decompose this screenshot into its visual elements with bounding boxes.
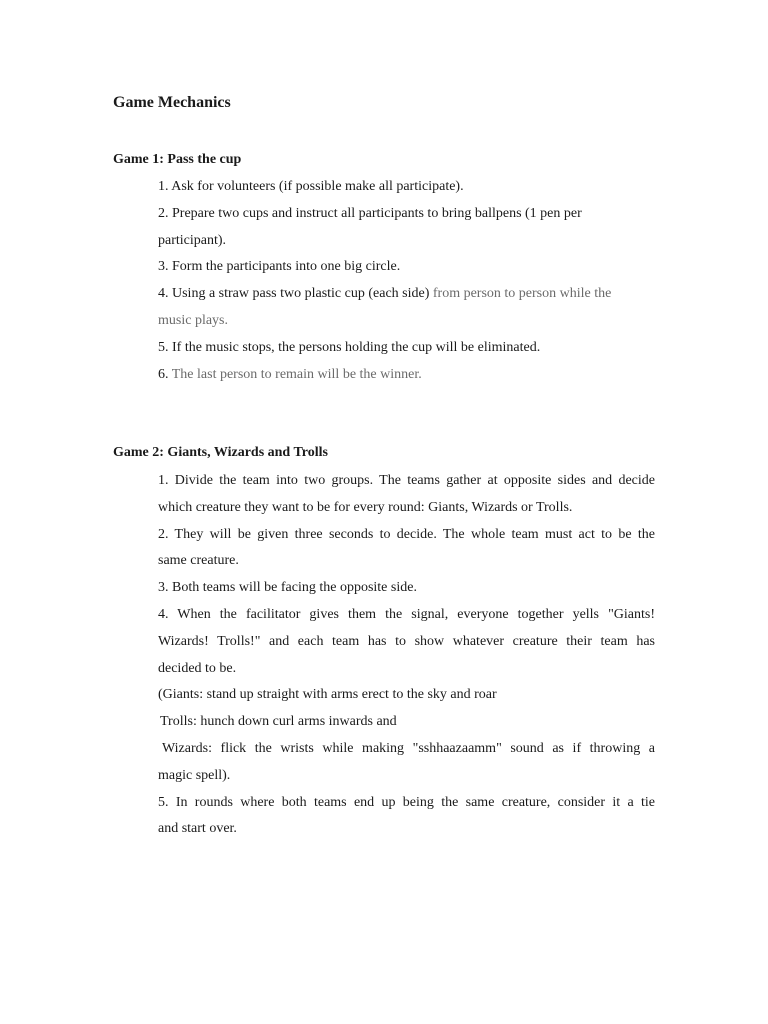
game2-line-12: magic spell). — [158, 767, 231, 783]
game1-line-5-faded: from person to person while the — [429, 286, 612, 302]
game1-line-3: participant). — [158, 232, 227, 248]
game2-line-11: Wizards: flick the wrists while making "sshhaazaamm" sound as if throwing a — [162, 740, 655, 756]
game2-line-8: decided to be. — [158, 660, 237, 676]
game1-line-8-dark: 6. — [158, 366, 169, 382]
game2-line-10: Trolls: hunch down curl arms inwards and — [160, 714, 397, 730]
game1-line-4: 3. Form the participants into one big circle. — [158, 259, 401, 275]
game1-instructions — [158, 174, 655, 388]
game1-line-8-faded: The last person to remain will be the winner. — [168, 366, 422, 382]
game2-line-7: Wizards! Trolls!" and each team has to show whatever creature their team has — [158, 633, 655, 649]
game2-title: Game 2: Giants, Wizards and Trolls — [113, 445, 328, 460]
game1-line-5 — [158, 281, 655, 308]
game1-line-6: music plays. — [158, 312, 228, 328]
game2-line-13: 5. In rounds where both teams end up being the same creature, consider it a tie — [158, 794, 655, 810]
game1-line-2: 2. Prepare two cups and instruct all participants to bring ballpens (1 pen per — [158, 205, 582, 221]
game1-line-5-dark: 4. Using a straw pass two plastic cup (each side) — [158, 286, 430, 302]
game2-line-3: 2. They will be given three seconds to decide. The whole team must act to be the — [158, 526, 655, 542]
game2-line-5: 3. Both teams will be facing the opposite side. — [158, 580, 417, 596]
game1-line-7: 5. If the music stops, the persons holding the cup will be eliminated. — [158, 339, 541, 355]
page-title: Game Mechanics — [113, 94, 231, 111]
game2-line-14: and start over. — [158, 821, 237, 837]
game2-line-6: 4. When the facilitator gives them the signal, everyone together yells "Giants! — [158, 606, 655, 622]
game1-line-1: 1. Ask for volunteers (if possible make all participate). — [158, 179, 464, 194]
game2-line-2: which creature they want to be for every round: Giants, Wizards or Trolls. — [158, 499, 573, 515]
game2-instructions — [158, 468, 655, 843]
game1-title: Game 1: Pass the cup — [113, 152, 242, 167]
game2-line-9: (Giants: stand up straight with arms erect to the sky and roar — [158, 687, 497, 703]
game2-line-4: same creature. — [158, 553, 239, 569]
game1-line-8 — [158, 362, 655, 389]
game2-line-1: 1. Divide the team into two groups. The teams gather at opposite sides and decide — [158, 473, 655, 488]
